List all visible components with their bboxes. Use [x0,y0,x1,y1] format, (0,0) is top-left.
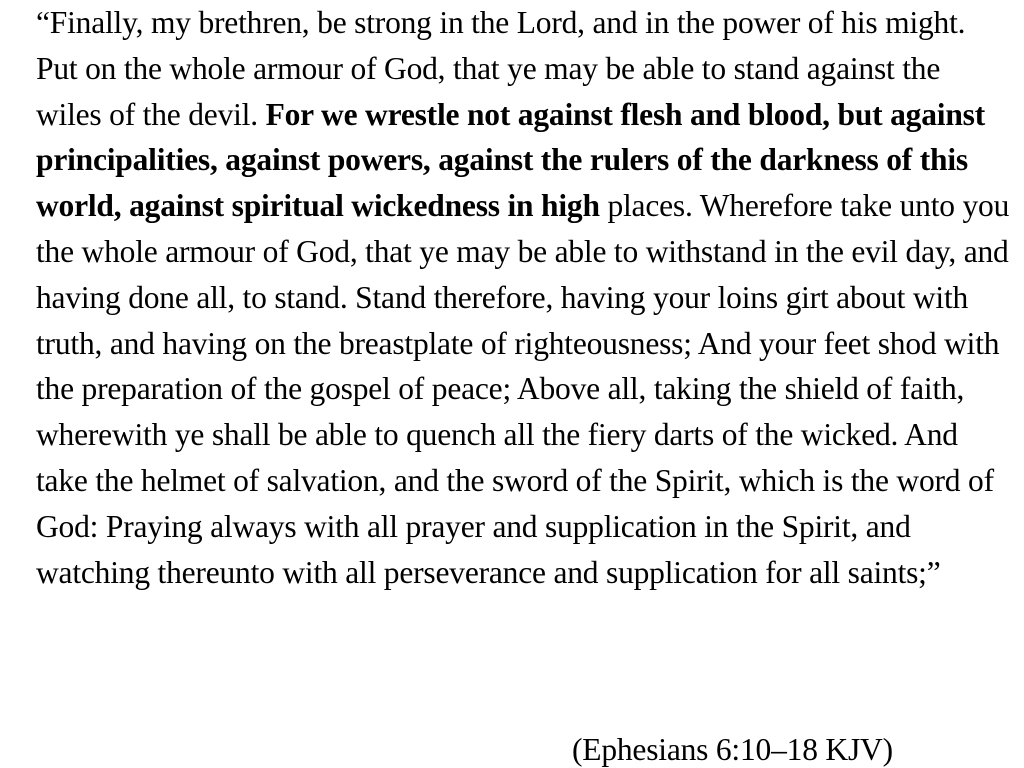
passage-text-closing: places. Wherefore take unto you the whole armour of God, that ye may be able to withstand in the evil day, and having done all, to stand. Stand therefore, having your loins girt about with truth, and having on the breastplate of righteousness; And your feet shod with the preparation of the gospel of peace; Above all, taking the shield of faith, wherewith ye shall be able to quench all the fiery darts of the wicked. And take the helmet of salvation, and the sword of the Spirit, which is the word of God: Praying always with all prayer and supplication in the Spirit, and watching thereunto with all perseverance and supplication for all saints;” [36,188,1010,590]
passage-text-opening: “Finally, my brethren, be strong in the Lord, and in the power of his might. Put on the whole armour of God, that ye may be able to stand against the wiles of the devil. [36,5,966,132]
scripture-passage [36,0,1011,595]
scripture-citation: (Ephesians 6:10–18 KJV) [572,732,893,767]
passage-emphasis: For we wrestle not against flesh and blood, but against principalities, against powers, against the rulers of the darkness of this world, against spiritual wickedness in high [36,96,985,224]
